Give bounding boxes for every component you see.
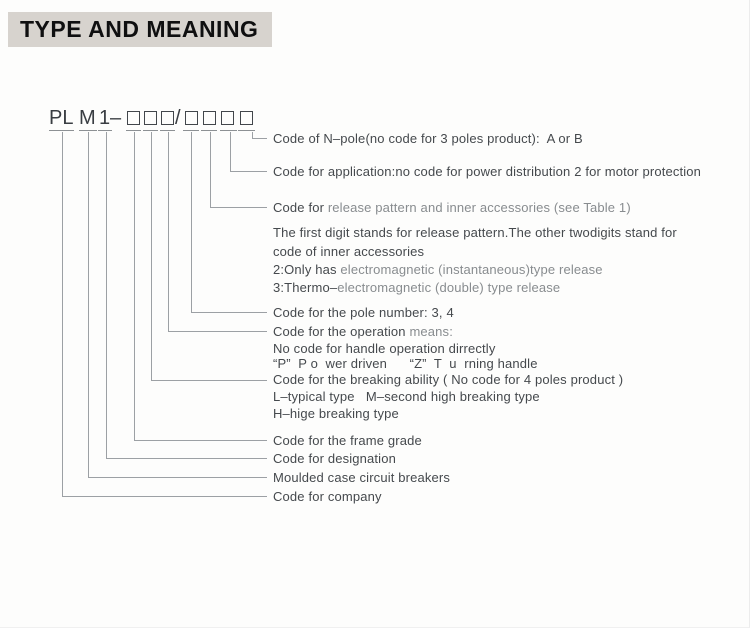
label-release-note-4-prefix: 3:Thermo– [273, 280, 338, 295]
underline-tick [160, 130, 175, 131]
label-release-pattern [273, 200, 631, 215]
label-release-pattern-prefix: Code for [273, 200, 328, 215]
label-operation-note-2: “P” P o wer driven “Z” T u rning handle [273, 356, 538, 371]
label-company: Code for company [273, 489, 382, 504]
connector-operation-v [168, 132, 169, 331]
label-designation: Code for designation [273, 451, 396, 466]
code-box-pole-number [185, 111, 198, 125]
code-box-release-pattern [203, 111, 216, 125]
connector-application-v [230, 132, 231, 171]
connector-frame-grade-v [134, 132, 135, 440]
label-breaking-note-1: L–typical type M–second high breaking type [273, 389, 540, 404]
label-n-pole: Code of N–pole(no code for 3 poles product): A or B [273, 131, 583, 146]
connector-release-h [210, 207, 267, 208]
label-release-pattern-rest: release pattern and inner accessories (see Table 1) [327, 200, 631, 215]
label-release-note-4-rest: electromagnetic (double) type release [337, 280, 561, 295]
connector-n-pole-h [252, 138, 267, 139]
label-operation-means-rest: means: [409, 324, 453, 339]
label-release-note-3 [273, 262, 603, 277]
code-box-application [221, 111, 234, 125]
section-title-bar [8, 12, 272, 47]
code-box-n-pole [240, 111, 253, 125]
code-frame-letter: M [79, 107, 96, 129]
label-application: Code for application:no code for power distribution 2 for motor protection [273, 164, 702, 179]
connector-operation-h [168, 331, 267, 332]
underline-tick [201, 130, 217, 131]
label-breaking-note-2: H–hige breaking type [273, 406, 399, 421]
connector-company-h [62, 496, 267, 497]
code-prefix: PL [49, 107, 74, 129]
label-release-note-3-prefix: 2:Only has [273, 262, 341, 277]
label-release-note-1: The first digit stands for release pattern.The other twodigits stand for [273, 225, 677, 240]
connector-application-h [230, 171, 267, 172]
connector-pole-number-v [191, 132, 192, 312]
label-pole-number: Code for the pole number: 3, 4 [273, 305, 454, 320]
connector-designation-h [106, 458, 267, 459]
label-operation-means-prefix: Code for the operation [273, 324, 410, 339]
label-moulded: Moulded case circuit breakers [273, 470, 451, 485]
underline-tick [238, 130, 255, 131]
connector-moulded-h [88, 477, 267, 478]
connector-breaking-v [151, 132, 152, 380]
underline-tick [183, 130, 199, 131]
connector-company-v [62, 132, 63, 496]
code-box-breaking [144, 111, 157, 125]
label-frame-grade: Code for the frame grade [273, 433, 422, 448]
code-box-frame-grade [127, 111, 140, 125]
connector-designation-v [106, 132, 107, 458]
label-operation-note-1: No code for handle operation dirrectly [273, 341, 496, 356]
code-designation-digit: 1 [99, 107, 111, 129]
label-release-note-2: code of inner accessories [273, 244, 425, 259]
underline-tick [98, 130, 112, 131]
underline-tick [143, 130, 158, 131]
label-breaking-ability: Code for the breaking ability ( No code for 4 poles product ) [273, 372, 624, 387]
underline-tick [49, 130, 74, 131]
label-release-note-3-rest: electromagnetic (instantaneous)type release [340, 262, 603, 277]
code-box-operation [161, 111, 174, 125]
underline-tick [220, 130, 237, 131]
connector-breaking-h [151, 380, 267, 381]
connector-pole-number-h [191, 312, 267, 313]
underline-tick [126, 130, 141, 131]
connector-moulded-v [88, 132, 89, 477]
label-operation-means [273, 324, 453, 339]
code-slash: / [175, 107, 181, 129]
section-title: TYPE AND MEANING [20, 16, 259, 42]
label-release-note-4 [273, 280, 560, 295]
underline-tick [79, 130, 97, 131]
code-separator: – [110, 107, 122, 129]
connector-release-v [210, 132, 211, 207]
connector-frame-grade-h [134, 440, 267, 441]
